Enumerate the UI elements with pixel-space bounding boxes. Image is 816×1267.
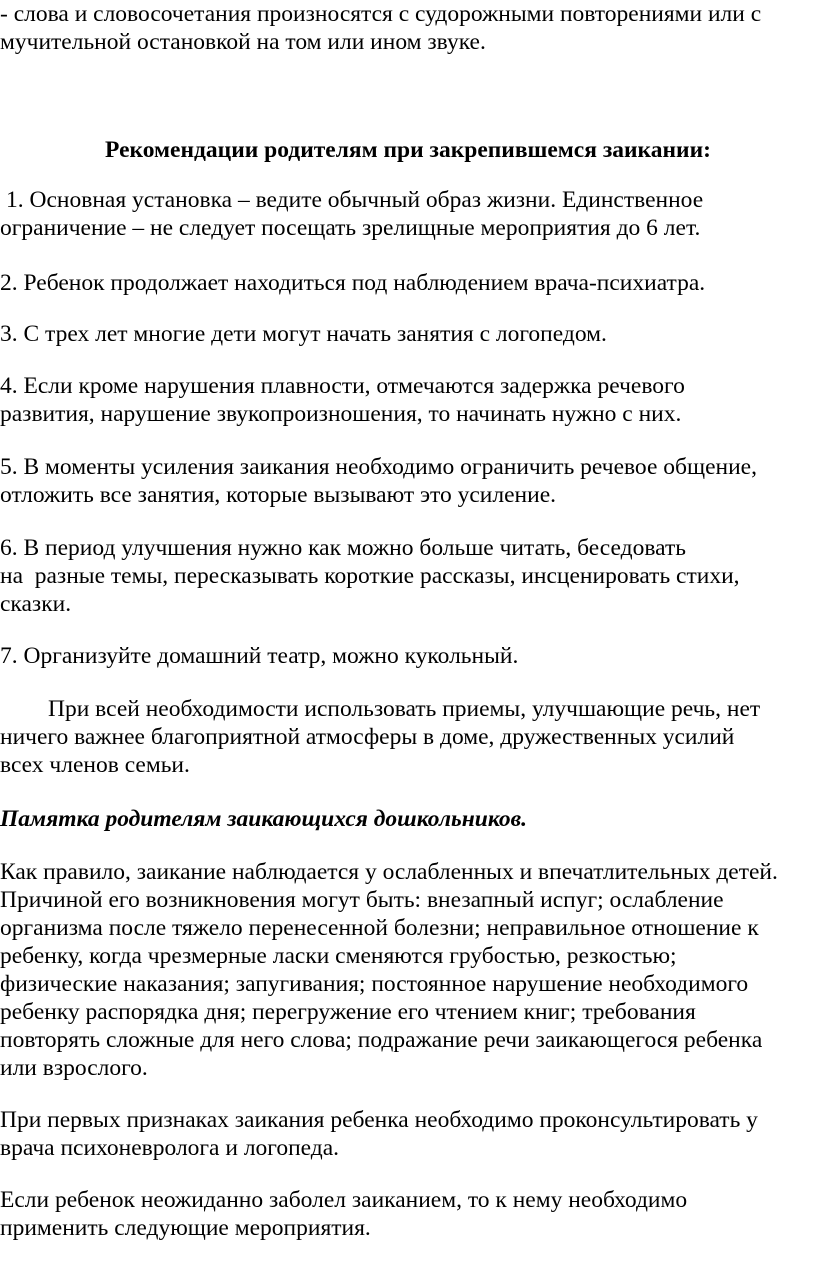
- recommendation-item-1: [0, 186, 816, 242]
- text-line: физические наказания; запугивания; постоянное нарушение необходимого: [0, 971, 749, 997]
- recommendation-item-4: [0, 372, 816, 428]
- text-line: ничего важнее благоприятной атмосферы в доме, дружественных усилий: [0, 724, 735, 750]
- recommendation-item-7: [0, 642, 816, 670]
- text-line: ребенку, когда чрезмерные ласки сменяются грубостью, резкостью;: [0, 943, 677, 969]
- recommendation-item-5: [0, 453, 816, 509]
- text-line: применить следующие мероприятия.: [0, 1215, 371, 1241]
- text-line: - слова и словосочетания произносятся с судорожными повторениями или с: [0, 1, 762, 27]
- closing-paragraph: [0, 695, 816, 779]
- memo-paragraph-2: [0, 1106, 816, 1162]
- text-line: 1. Основная установка – ведите обычный образ жизни. Единственное: [6, 187, 704, 213]
- text-line: или взрослого.: [0, 1055, 148, 1081]
- text-line: врача психоневролога и логопеда.: [0, 1135, 340, 1161]
- text-line: 5. В моменты усиления заикания необходимо ограничить речевое общение,: [0, 454, 757, 480]
- recommendation-item-2: [0, 269, 816, 297]
- recommendation-item-3: [0, 320, 816, 348]
- text-line: Как правило, заикание наблюдается у ослабленных и впечатлительных детей.: [0, 859, 778, 885]
- memo-heading: Памятка родителям заикающихся дошкольников.: [0, 806, 527, 832]
- text-line: отложить все занятия, которые вызывают это усиление.: [0, 482, 557, 508]
- text-line: развития, нарушение звукопроизношения, то начинать нужно с них.: [0, 401, 682, 427]
- text-line: 3. С трех лет многие дети могут начать занятия с логопедом.: [0, 321, 607, 347]
- recommendation-item-6: [0, 534, 816, 618]
- text-line: мучительной остановкой на том или ином звуке.: [0, 29, 486, 55]
- text-line: ограничение – не следует посещать зрелищные мероприятия до 6 лет.: [0, 215, 701, 241]
- text-line: на разные темы, пересказывать короткие рассказы, инсценировать стихи,: [0, 563, 740, 589]
- recommendations-heading: Рекомендации родителям при закрепившемся заикании:: [105, 137, 711, 163]
- text-line: повторять сложные для него слова; подражание речи заикающегося ребенка: [0, 1027, 763, 1053]
- text-line: Если ребенок неожиданно заболел заиканием, то к нему необходимо: [0, 1187, 688, 1213]
- text-line: При всей необходимости использовать приемы, улучшающие речь, нет: [48, 696, 761, 722]
- intro-paragraph: [0, 0, 816, 56]
- text-line: организма после тяжело перенесенной болезни; неправильное отношение к: [0, 915, 759, 941]
- text-line: всех членов семьи.: [0, 752, 190, 778]
- text-line: Причиной его возникновения могут быть: внезапный испуг; ослабление: [0, 887, 724, 913]
- memo-paragraph-3: [0, 1186, 816, 1242]
- text-line: 6. В период улучшения нужно как можно больше читать, беседовать: [0, 535, 686, 561]
- text-line: 7. Организуйте домашний театр, можно кукольный.: [0, 643, 519, 669]
- text-line: сказки.: [0, 591, 72, 617]
- text-line: 2. Ребенок продолжает находиться под наблюдением врача-психиатра.: [0, 270, 706, 296]
- text-line: ребенку распорядка дня; перегружение его чтением книг; требования: [0, 999, 696, 1025]
- text-line: При первых признаках заикания ребенка необходимо проконсультировать у: [0, 1107, 758, 1133]
- text-line: 4. Если кроме нарушения плавности, отмечаются задержка речевого: [0, 373, 685, 399]
- memo-paragraph-1: [0, 858, 816, 1082]
